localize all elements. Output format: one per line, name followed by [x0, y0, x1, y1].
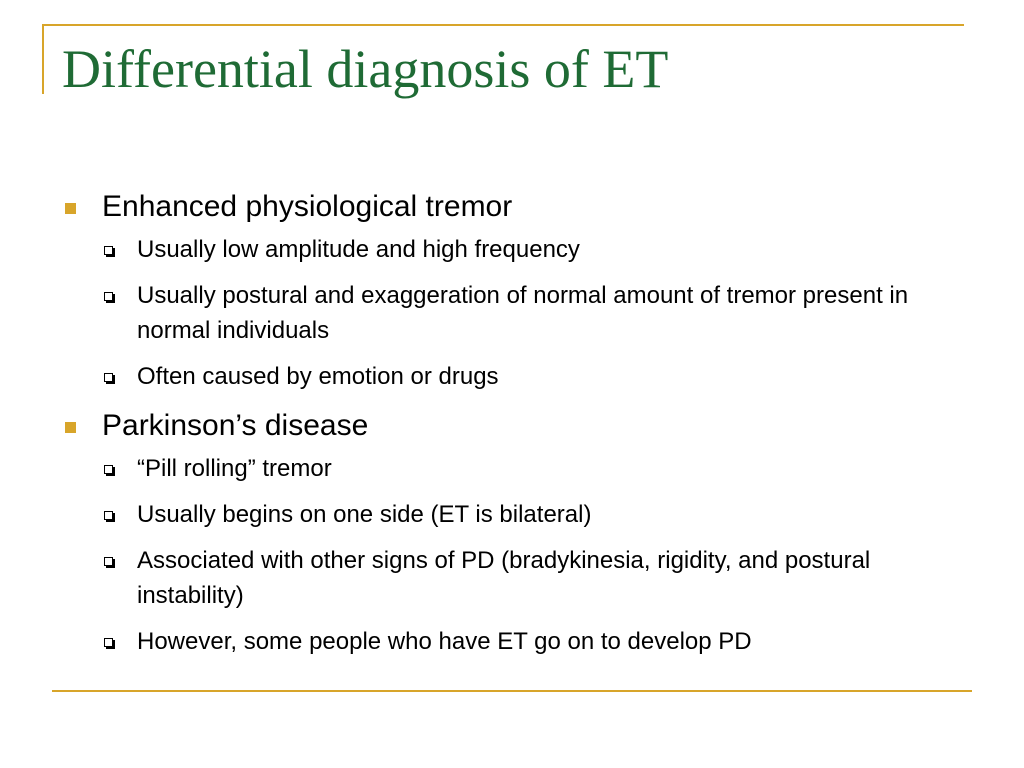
hollow-square-bullet-icon — [104, 246, 113, 255]
bullet-enhanced-physiological-tremor — [62, 186, 962, 228]
sub-bullet-list — [62, 451, 962, 659]
square-bullet-icon — [65, 203, 76, 214]
sub-bullet-text: Associated with other signs of PD (bradykinesia, rigidity, and postural instability) — [137, 547, 871, 609]
sub-bullet-text: Usually low amplitude and high frequency — [137, 236, 580, 263]
square-bullet-icon — [65, 422, 76, 433]
sub-bullet-text: Usually postural and exaggeration of normal amount of tremor present in normal individuals — [137, 282, 909, 344]
sub-bullet-text: Often caused by emotion or drugs — [137, 363, 499, 390]
bullet-parkinsons-disease — [62, 405, 962, 447]
sub-bullet — [62, 278, 947, 348]
title-frame-top-rule — [42, 24, 964, 26]
sub-bullet-text: “Pill rolling” tremor — [137, 455, 332, 482]
hollow-square-bullet-icon — [104, 373, 113, 382]
sub-bullet — [62, 359, 947, 394]
hollow-square-bullet-icon — [104, 292, 113, 301]
sub-bullet — [62, 232, 947, 267]
slide-body — [62, 186, 962, 670]
sub-bullet-list — [62, 232, 962, 394]
hollow-square-bullet-icon — [104, 638, 113, 647]
footer-rule — [52, 690, 972, 692]
sub-bullet — [62, 497, 947, 532]
sub-bullet — [62, 624, 947, 659]
sub-bullet-text: However, some people who have ET go on to develop PD — [137, 628, 752, 655]
sub-bullet — [62, 543, 947, 613]
slide-title: Differential diagnosis of ET — [62, 39, 669, 99]
hollow-square-bullet-icon — [104, 557, 113, 566]
hollow-square-bullet-icon — [104, 511, 113, 520]
title-frame-left-rule — [42, 24, 44, 94]
sub-bullet — [62, 451, 947, 486]
bullet-heading: Enhanced physiological tremor — [102, 190, 513, 223]
hollow-square-bullet-icon — [104, 465, 113, 474]
bullet-heading: Parkinson’s disease — [102, 409, 369, 442]
sub-bullet-text: Usually begins on one side (ET is bilateral) — [137, 501, 592, 528]
